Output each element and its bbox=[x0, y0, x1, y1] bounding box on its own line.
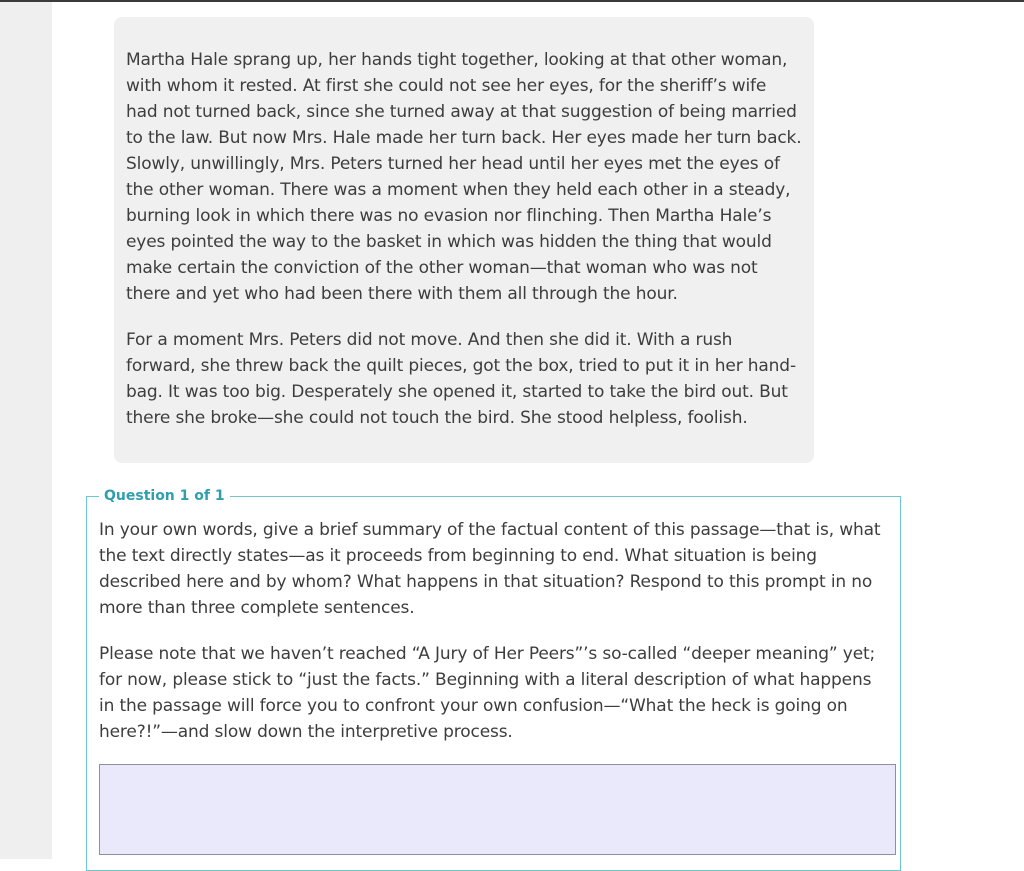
question-prompt-paragraph-2: Please note that we haven’t reached “A Jury of Her Peers”’s so-called “deeper meaning” yet; for now, please stick to “just the facts.” Beginning with a literal description of what happens in the passage will force you to confront your own confusion—“What the heck is going on here?!”—and slow down the interpretive process. bbox=[99, 644, 876, 742]
question-fieldset bbox=[86, 488, 901, 871]
passage-block bbox=[114, 17, 814, 463]
question-prompt-paragraph-1: In your own words, give a brief summary of the factual content of this passage—that is, what the text directly states—as it proceeds from beginning to end. What situation is being described here and by whom? What happens in that situation? Respond to this prompt in no more than three complete sentences. bbox=[99, 520, 881, 618]
question-prompt bbox=[99, 517, 889, 765]
left-gutter bbox=[0, 2, 52, 859]
passage-paragraph-1: Martha Hale sprang up, her hands tight together, looking at that other woman, with whom it rested. At first she could not see her eyes, for the sheriff’s wife had not turned back, since she turned away at that suggestion of being married to the law. But now Mrs. Hale made her turn back. Her eyes made her turn back. Slowly, unwillingly, Mrs. Peters turned her head until her eyes met the eyes of the other woman. There was a moment when they held each other in a steady, burning look in which there was no evasion nor flinching. Then Martha Hale’s eyes pointed the way to the basket in which was hidden the thing that would make certain the conviction of the other woman—that woman who was not there and yet who had been there with them all through the hour. bbox=[126, 50, 802, 304]
question-legend: Question 1 of 1 bbox=[99, 486, 230, 506]
passage-paragraph-2: For a moment Mrs. Peters did not move. And then she did it. With a rush forward, she threw back the quilt pieces, got the box, tried to put it in her hand-bag. It was too big. Desperately she opened it, started to take the bird out. But there she broke—she could not touch the bird. She stood helpless, foolish. bbox=[126, 330, 796, 428]
answer-textarea[interactable] bbox=[99, 764, 896, 855]
top-border bbox=[0, 0, 1024, 2]
